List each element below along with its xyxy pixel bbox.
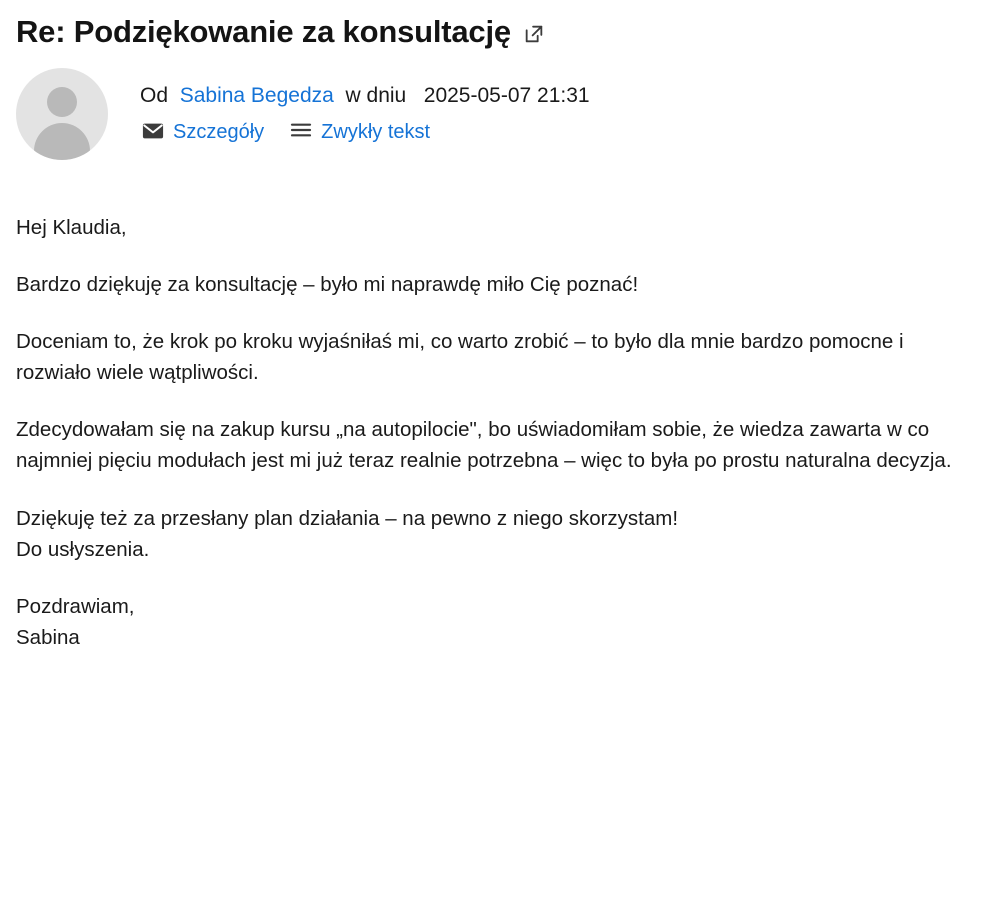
open-in-new-window-icon[interactable] (523, 23, 545, 45)
page-title: Re: Podziękowanie za konsultację (16, 14, 511, 49)
body-paragraph: Bardzo dziękuję za konsultację – było mi naprawdę miło Cię poznać! (16, 272, 639, 296)
sender-name-link[interactable]: Sabina Begedza (179, 83, 334, 107)
details-label: Szczegóły (173, 120, 265, 143)
subject-row (16, 14, 980, 50)
meta-actions-row (142, 121, 590, 144)
body-paragraph: Dziękuję też za przesłany plan działania – na pewno z niego skorzystam! (16, 506, 679, 530)
avatar-body-shape (34, 123, 90, 160)
plain-text-label: Zwykły tekst (321, 120, 431, 143)
avatar-head-shape (47, 87, 77, 117)
date-prefix: w dniu (345, 83, 407, 107)
avatar (16, 68, 108, 160)
sender-info (140, 68, 590, 144)
hamburger-lines-icon (290, 121, 312, 143)
body-paragraph: Zdecydowałam się na zakup kursu „na autopilocie", bo uświadomiłam sobie, że wiedza zawarta w co najmniej pięciu modułach jest mi już teraz realnie potrzebna – więc to była po prostu naturalna decyzja. (16, 418, 952, 473)
from-line (140, 82, 590, 109)
sender-block (16, 68, 980, 160)
body-paragraph: Do usłyszenia. (16, 537, 150, 561)
plain-text-button[interactable] (290, 121, 430, 144)
envelope-icon (142, 121, 164, 143)
body-paragraph: Pozdrawiam, (16, 594, 135, 618)
date-value: 2025-05-07 21:31 (423, 83, 590, 107)
body-paragraph: Doceniam to, że krok po kroku wyjaśniłaś mi, co warto zrobić – to było dla mnie bardzo pomocne i rozwiało wiele wątpliwości. (16, 329, 904, 385)
body-paragraph: Sabina (16, 626, 80, 650)
message-body (16, 212, 956, 654)
details-button[interactable] (142, 121, 264, 144)
from-label: Od (140, 83, 169, 107)
body-paragraph: Hej Klaudia, (16, 215, 127, 239)
